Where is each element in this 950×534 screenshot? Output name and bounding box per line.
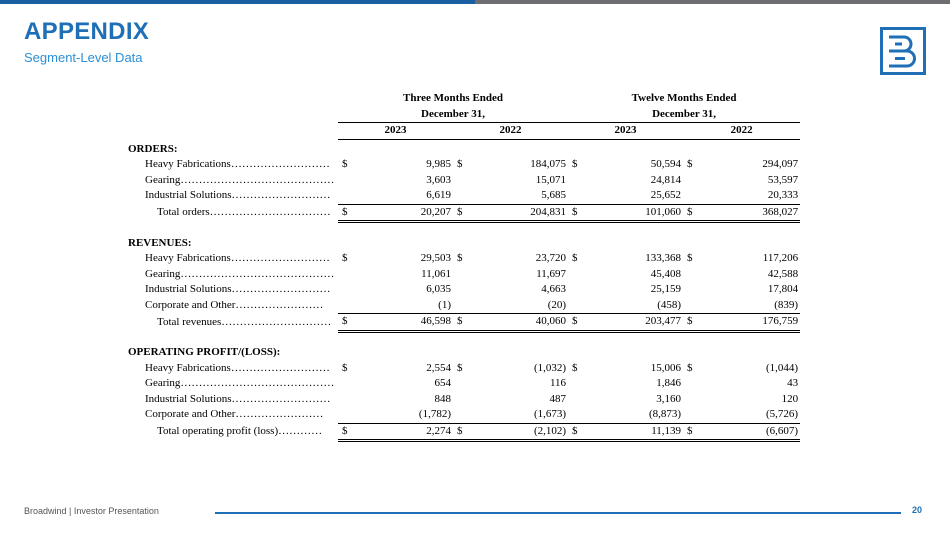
three-months-header-line1: Three Months Ended — [403, 92, 504, 104]
section-title-row — [128, 234, 800, 252]
row-value: 20,333 — [767, 189, 799, 201]
broadwind-logo-icon — [880, 27, 926, 75]
row-value: 204,831 — [469, 204, 568, 222]
currency-symbol: $ — [457, 361, 463, 374]
currency-symbol: $ — [453, 314, 469, 332]
row-value: 116 — [549, 377, 567, 389]
row-value: (20) — [547, 298, 567, 311]
currency-symbol — [568, 407, 584, 423]
row-value: 25,159 — [650, 283, 682, 295]
row-label: Industrial Solutions……………………… — [145, 283, 331, 295]
currency-symbol: $ — [683, 314, 699, 332]
row-label: Total revenues………………………… — [157, 315, 332, 328]
section-title-row — [128, 139, 800, 157]
row-label: Gearing…………………………………… — [145, 173, 335, 186]
row-value: 50,594 — [650, 158, 682, 170]
currency-symbol: $ — [568, 204, 584, 222]
currency-symbol: $ — [342, 158, 348, 170]
currency-symbol — [683, 173, 699, 189]
currency-symbol — [683, 407, 699, 423]
row-value: 23,720 — [535, 252, 567, 264]
page-subtitle: Segment-Level Data — [24, 50, 143, 65]
row-label: Corporate and Other…………………… — [145, 298, 324, 311]
row-value: (458) — [657, 298, 682, 311]
row-value: 487 — [549, 392, 567, 405]
top-accent-bar-gray — [475, 0, 950, 4]
row-value: 368,027 — [699, 204, 800, 222]
spacer-cell — [128, 331, 338, 343]
row-value: 294,097 — [762, 158, 799, 170]
row-value: (1,782) — [418, 408, 451, 420]
row-value: 2,274 — [354, 423, 453, 441]
section-spacer — [128, 222, 800, 234]
row-label: Total operating profit (loss)………… — [157, 425, 323, 437]
currency-symbol — [453, 173, 469, 189]
row-value: 24,814 — [650, 173, 682, 186]
row-label: Heavy Fabrications……………………… — [145, 252, 330, 264]
section-title: OPERATING PROFIT/(LOSS): — [128, 346, 281, 358]
currency-symbol — [338, 282, 354, 298]
row-value: (5,726) — [766, 408, 799, 420]
currency-symbol — [683, 298, 699, 314]
row-value: (2,102) — [469, 423, 568, 441]
currency-symbol — [338, 376, 354, 392]
row-value: (1,044) — [766, 361, 799, 374]
row-value: 654 — [434, 377, 451, 389]
footer-divider — [215, 512, 901, 514]
row-value: (1,032) — [533, 361, 567, 374]
row-value: (839) — [774, 298, 799, 311]
currency-symbol — [683, 392, 699, 408]
year-header: 2022 — [453, 123, 568, 140]
section-title-row — [128, 343, 800, 361]
row-value: 2,554 — [426, 361, 451, 374]
currency-symbol: $ — [572, 252, 578, 264]
currency-symbol: $ — [683, 423, 699, 441]
row-value: (1,673) — [533, 408, 567, 420]
currency-symbol — [568, 188, 584, 204]
row-value: 848 — [434, 392, 451, 405]
currency-symbol: $ — [568, 423, 584, 441]
currency-symbol — [683, 267, 699, 283]
currency-symbol: $ — [342, 252, 348, 264]
currency-symbol — [568, 376, 584, 392]
currency-symbol — [453, 282, 469, 298]
row-value: 11,697 — [536, 267, 567, 280]
currency-symbol — [683, 188, 699, 204]
currency-symbol — [453, 392, 469, 408]
section-title: ORDERS: — [128, 142, 178, 155]
currency-symbol — [568, 267, 584, 283]
currency-symbol: $ — [572, 158, 578, 170]
currency-symbol: $ — [687, 252, 693, 264]
row-value: 15,006 — [650, 361, 682, 374]
row-label: Gearing…………………………………… — [145, 377, 335, 389]
currency-symbol — [683, 376, 699, 392]
row-value: 9,985 — [426, 158, 451, 170]
row-label: Gearing…………………………………… — [145, 267, 335, 280]
table-row — [128, 188, 800, 204]
spacer-cell — [128, 222, 338, 234]
currency-symbol: $ — [457, 252, 463, 264]
year-header: 2023 — [338, 123, 453, 140]
row-value: 117,206 — [762, 252, 799, 264]
row-value: 11,061 — [421, 267, 451, 280]
row-label: Industrial Solutions……………………… — [145, 189, 331, 202]
row-label: Heavy Fabrications……………………… — [145, 361, 330, 374]
row-value: (8,873) — [648, 408, 682, 420]
currency-symbol: $ — [568, 314, 584, 332]
row-value: 11,139 — [584, 423, 683, 441]
currency-symbol: $ — [338, 423, 354, 441]
currency-symbol: $ — [453, 423, 469, 441]
row-value: 46,598 — [354, 314, 453, 332]
row-value: 43 — [787, 377, 799, 389]
currency-symbol — [683, 282, 699, 298]
segment-data-table-container — [128, 91, 800, 442]
footer-text: Broadwind | Investor Presentation — [24, 506, 159, 516]
three-months-header-line2: December 31, — [421, 107, 485, 120]
currency-symbol: $ — [338, 314, 354, 332]
row-value: 4,663 — [541, 283, 567, 295]
section-spacer — [128, 331, 800, 343]
table-row — [128, 267, 800, 283]
table-row — [128, 376, 800, 392]
row-value: 42,588 — [767, 267, 799, 280]
page-title: APPENDIX — [24, 18, 150, 45]
row-label: Heavy Fabrications……………………… — [145, 158, 330, 170]
currency-symbol — [338, 298, 354, 314]
table-row — [128, 251, 800, 267]
row-value: (6,607) — [699, 423, 800, 441]
row-value: 17,804 — [767, 283, 799, 295]
currency-symbol: $ — [683, 204, 699, 222]
row-label: Industrial Solutions……………………… — [145, 392, 331, 405]
row-value: 101,060 — [584, 204, 683, 222]
top-accent-bar-blue — [0, 0, 475, 4]
currency-symbol — [338, 267, 354, 283]
table-row — [128, 298, 800, 314]
row-value: 25,652 — [650, 189, 682, 201]
currency-symbol — [568, 282, 584, 298]
total-row — [128, 314, 800, 332]
row-value: 176,759 — [699, 314, 800, 332]
row-value: 184,075 — [530, 158, 567, 170]
row-label: Total orders…………………………… — [157, 206, 331, 218]
total-row — [128, 204, 800, 222]
currency-symbol: $ — [687, 361, 693, 374]
currency-symbol — [338, 173, 354, 189]
currency-symbol — [568, 173, 584, 189]
currency-symbol — [338, 392, 354, 408]
total-row — [128, 423, 800, 441]
row-value: 29,503 — [420, 252, 451, 264]
currency-symbol: $ — [453, 204, 469, 222]
table-row — [128, 407, 800, 423]
row-value: 6,619 — [426, 189, 451, 201]
currency-symbol — [453, 267, 469, 283]
table-body — [128, 91, 800, 441]
currency-symbol: $ — [342, 361, 348, 374]
currency-symbol — [338, 407, 354, 423]
row-value: 53,597 — [767, 173, 799, 186]
twelve-months-header-line1: Twelve Months Ended — [631, 92, 737, 104]
row-value: 120 — [781, 392, 799, 405]
row-value: 3,160 — [656, 392, 682, 405]
table-row — [128, 282, 800, 298]
currency-symbol — [453, 407, 469, 423]
segment-data-table — [128, 91, 800, 442]
row-value: 6,035 — [426, 283, 451, 295]
row-value: 133,368 — [645, 252, 682, 264]
row-label: Corporate and Other…………………… — [145, 408, 324, 421]
row-value: 20,207 — [354, 204, 453, 222]
currency-symbol — [568, 392, 584, 408]
table-row — [128, 157, 800, 173]
currency-symbol — [338, 188, 354, 204]
year-header: 2023 — [568, 123, 683, 140]
table-row — [128, 173, 800, 189]
currency-symbol: $ — [457, 158, 463, 170]
currency-symbol — [453, 376, 469, 392]
currency-symbol: $ — [687, 158, 693, 170]
currency-symbol — [453, 298, 469, 314]
table-row — [128, 392, 800, 408]
currency-symbol — [568, 298, 584, 314]
row-value: (1) — [438, 298, 451, 311]
row-value: 5,685 — [541, 189, 567, 201]
table-row — [128, 361, 800, 377]
row-value: 1,846 — [656, 377, 682, 389]
currency-symbol — [453, 188, 469, 204]
year-header: 2022 — [683, 123, 800, 140]
row-value: 3,603 — [426, 173, 451, 186]
row-value: 15,071 — [535, 173, 567, 186]
row-value: 40,060 — [469, 314, 568, 332]
row-value: 45,408 — [650, 267, 682, 280]
page-number: 20 — [912, 505, 923, 515]
section-title: REVENUES: — [128, 236, 192, 249]
row-value: 203,477 — [584, 314, 683, 332]
currency-symbol: $ — [572, 361, 578, 374]
currency-symbol: $ — [338, 204, 354, 222]
twelve-months-header-line2: December 31, — [652, 107, 717, 120]
